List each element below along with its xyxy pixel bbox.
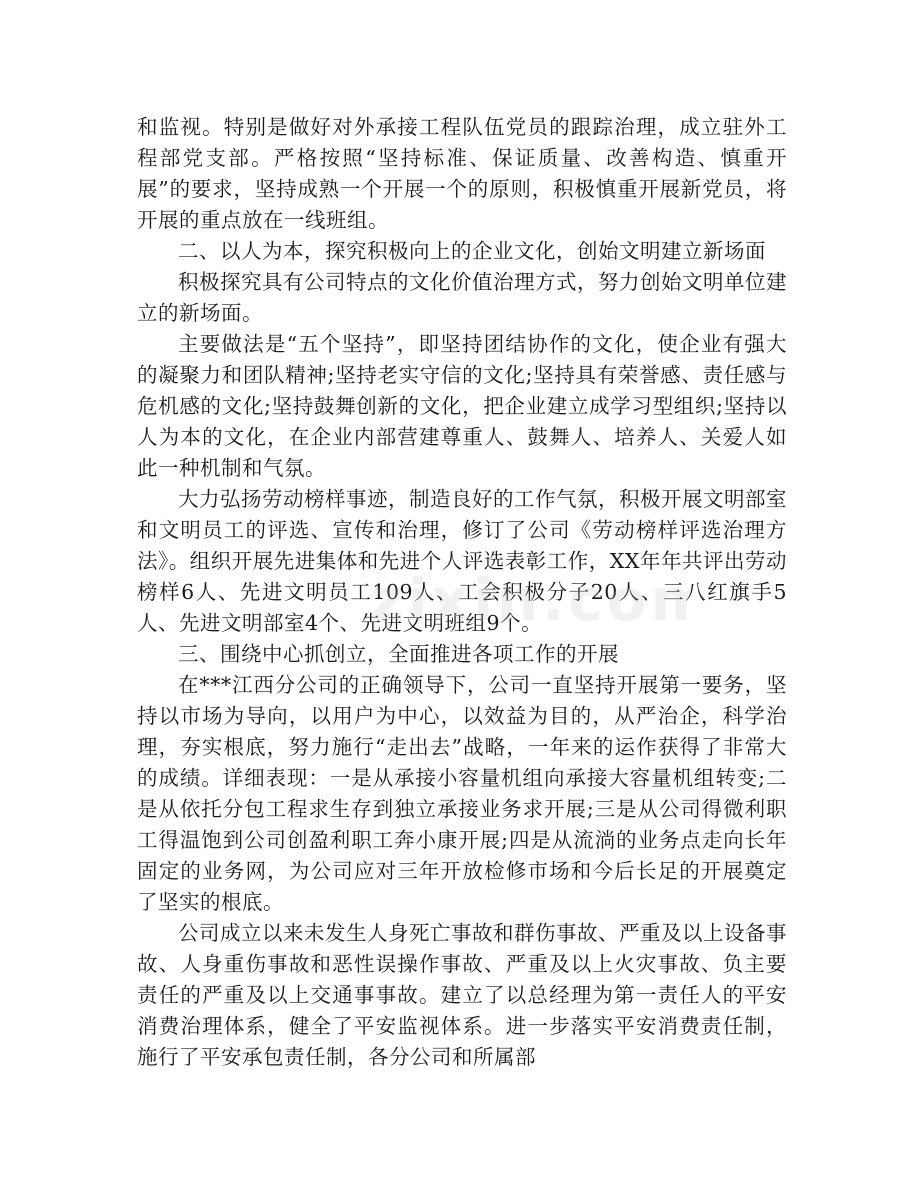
section-heading-3: 三、围绕中心抓创立，全面推进各项工作的开展 — [178, 642, 619, 666]
paragraph-continuation: 和监视。特别是做好对外承接工程队伍党员的跟踪治理，成立驻外工程部党支部。严格按照“坚持标准、保证质量、改善构造、慎重开展”的要求，坚持成熟一个开展一个的原则，积极慎重开展新党员，将开展的重点放在一线班组。 — [137, 115, 787, 232]
document-body — [137, 112, 787, 1073]
paragraph-culture-intro: 积极探究具有公司特点的文化价值治理方式，努力创始文明单位建立的新场面。 — [137, 270, 787, 325]
paragraph-achievements: 在***江西分公司的正确领导下，公司一直坚持开展第一要务，坚持以市场为导向，以用户为中心，以效益为目的，从严治企，科学治理，夯实根底，努力施行“走出去”战略，一年来的运作获得了非常大的成绩。详细表现：一是从承接小容量机组向承接大容量机组转变;二是从依托分包工程求生存到独立承接业务求开展;三是从公司得微利职工得温饱到公司创盈利职工奔小康开展;四是从流淌的业务点走向长年固定的业务网，为公司应对三年开放检修市场和今后长足的开展奠定了坚实的根底。 — [137, 673, 787, 914]
paragraph-five-persistences: 主要做法是“五个坚持”，即坚持团结协作的文化，使企业有强大的凝聚力和团队精神;坚持老实守信的文化;坚持具有荣誉感、责任感与危机感的文化;坚持鼓舞创新的文化，把企业建立成学习型组织;坚持以人为本的文化，在企业内部营建尊重人、鼓舞人、培养人、关爱人如此一种机制和气氛。 — [137, 332, 787, 480]
svg-text:zixin.com.cn: zixin.com — [370, 566, 690, 634]
paragraph-labor-models: 大力弘扬劳动榜样事迹，制造良好的工作气氛，积极开展文明部室和文明员工的评选、宣传和治理，修订了公司《劳动榜样评选治理方法》。组织开展先进集体和先进个人评选表彰工作，XX年年共评出劳动榜样6人、先进文明员工109人、工会积极分子20人、三八红旗手5人、先进文明部室4个、先进文明班组9个。 — [137, 487, 787, 635]
paragraph-safety: 公司成立以来未发生人身死亡事故和群伤事故、严重及以上设备事故、人身重伤事故和恶性误操作事故、严重及以上火灾事故、负主要责任的严重及以上交通事事故。建立了以总经理为第一责任人的平安消费治理体系，健全了平安监视体系。进一步落实平安消费责任制，施行了平安承包责任制，各分公司和所属部 — [137, 921, 787, 1069]
section-heading-2: 二、以人为本，探究积极向上的企业文化，创始文明建立新场面 — [178, 239, 766, 263]
